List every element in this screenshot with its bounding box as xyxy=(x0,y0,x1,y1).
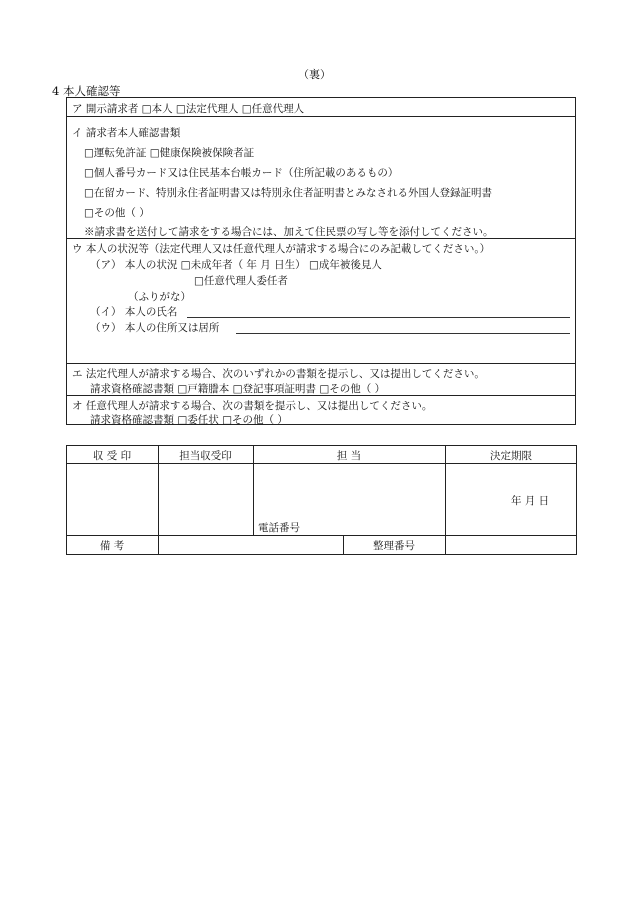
id-docs-title: イ 請求者本人確認書類 xyxy=(72,127,181,139)
principal-name-line[interactable] xyxy=(187,317,570,318)
principal-address-line[interactable] xyxy=(236,333,570,334)
section-title: 4 本人確認等 xyxy=(52,84,121,98)
principal-address-label: （ウ） 本人の住所又は居所 xyxy=(90,322,220,334)
agent-docs: 請求資格確認書類 □委任状 □その他（ ） xyxy=(90,414,288,426)
divider xyxy=(66,363,576,364)
requester-type-row: ア 開示請求者 □本人 □法定代理人 □任意代理人 xyxy=(72,103,305,115)
divider xyxy=(66,535,577,536)
divider xyxy=(66,463,577,464)
deadline-date: 年 月 日 xyxy=(511,495,550,507)
side-label: （裏） xyxy=(298,68,331,81)
legal-rep-docs: 請求資格確認書類 □戸籍謄本 □登記事項証明書 □その他（ ） xyxy=(90,383,386,395)
remarks-label: 備 考 xyxy=(99,540,125,552)
deadline-header: 決定期限 xyxy=(490,450,532,462)
furigana-label: （ふりがな） xyxy=(128,291,191,303)
divider xyxy=(66,395,576,396)
legal-rep-title: エ 法定代理人が請求する場合、次のいずれかの書類を提示し、又は提出してください。 xyxy=(72,368,485,380)
receipt-stamp-header: 収 受 印 xyxy=(92,450,132,462)
id-doc-option: □個人番号カード又は住民基本台帳カード（住所記載のあるもの） xyxy=(84,167,399,179)
agent-title: オ 任意代理人が請求する場合、次の書類を提示し、又は提出してください。 xyxy=(72,400,433,412)
officer-header: 担 当 xyxy=(336,450,362,462)
id-doc-option: □その他（ ） xyxy=(84,207,150,219)
divider xyxy=(66,116,576,117)
reference-number-label: 整理番号 xyxy=(373,540,415,552)
principal-status-line2: □任意代理人委任者 xyxy=(194,275,288,287)
principal-status-title: ウ 本人の状況等（法定代理人又は任意代理人が請求する場合にのみ記載してください。） xyxy=(72,243,491,255)
officer-stamp-header: 担当収受印 xyxy=(179,450,232,462)
mail-note: ※請求書を送付して請求をする場合には、加えて住民票の写し等を添付してください。 xyxy=(84,226,494,238)
phone-label: 電話番号 xyxy=(258,522,300,534)
principal-status-line: （ア） 本人の状況 □未成年者（ 年 月 日生） □成年被後見人 xyxy=(90,259,382,271)
divider xyxy=(66,238,576,239)
id-doc-option: □運転免許証 □健康保険被保険者証 xyxy=(84,147,255,159)
principal-name-label: （イ） 本人の氏名 xyxy=(90,306,178,318)
id-doc-option: □在留カード、特別永住者証明書又は特別永住者証明書とみなされる外国人登録証明書 xyxy=(84,187,492,199)
